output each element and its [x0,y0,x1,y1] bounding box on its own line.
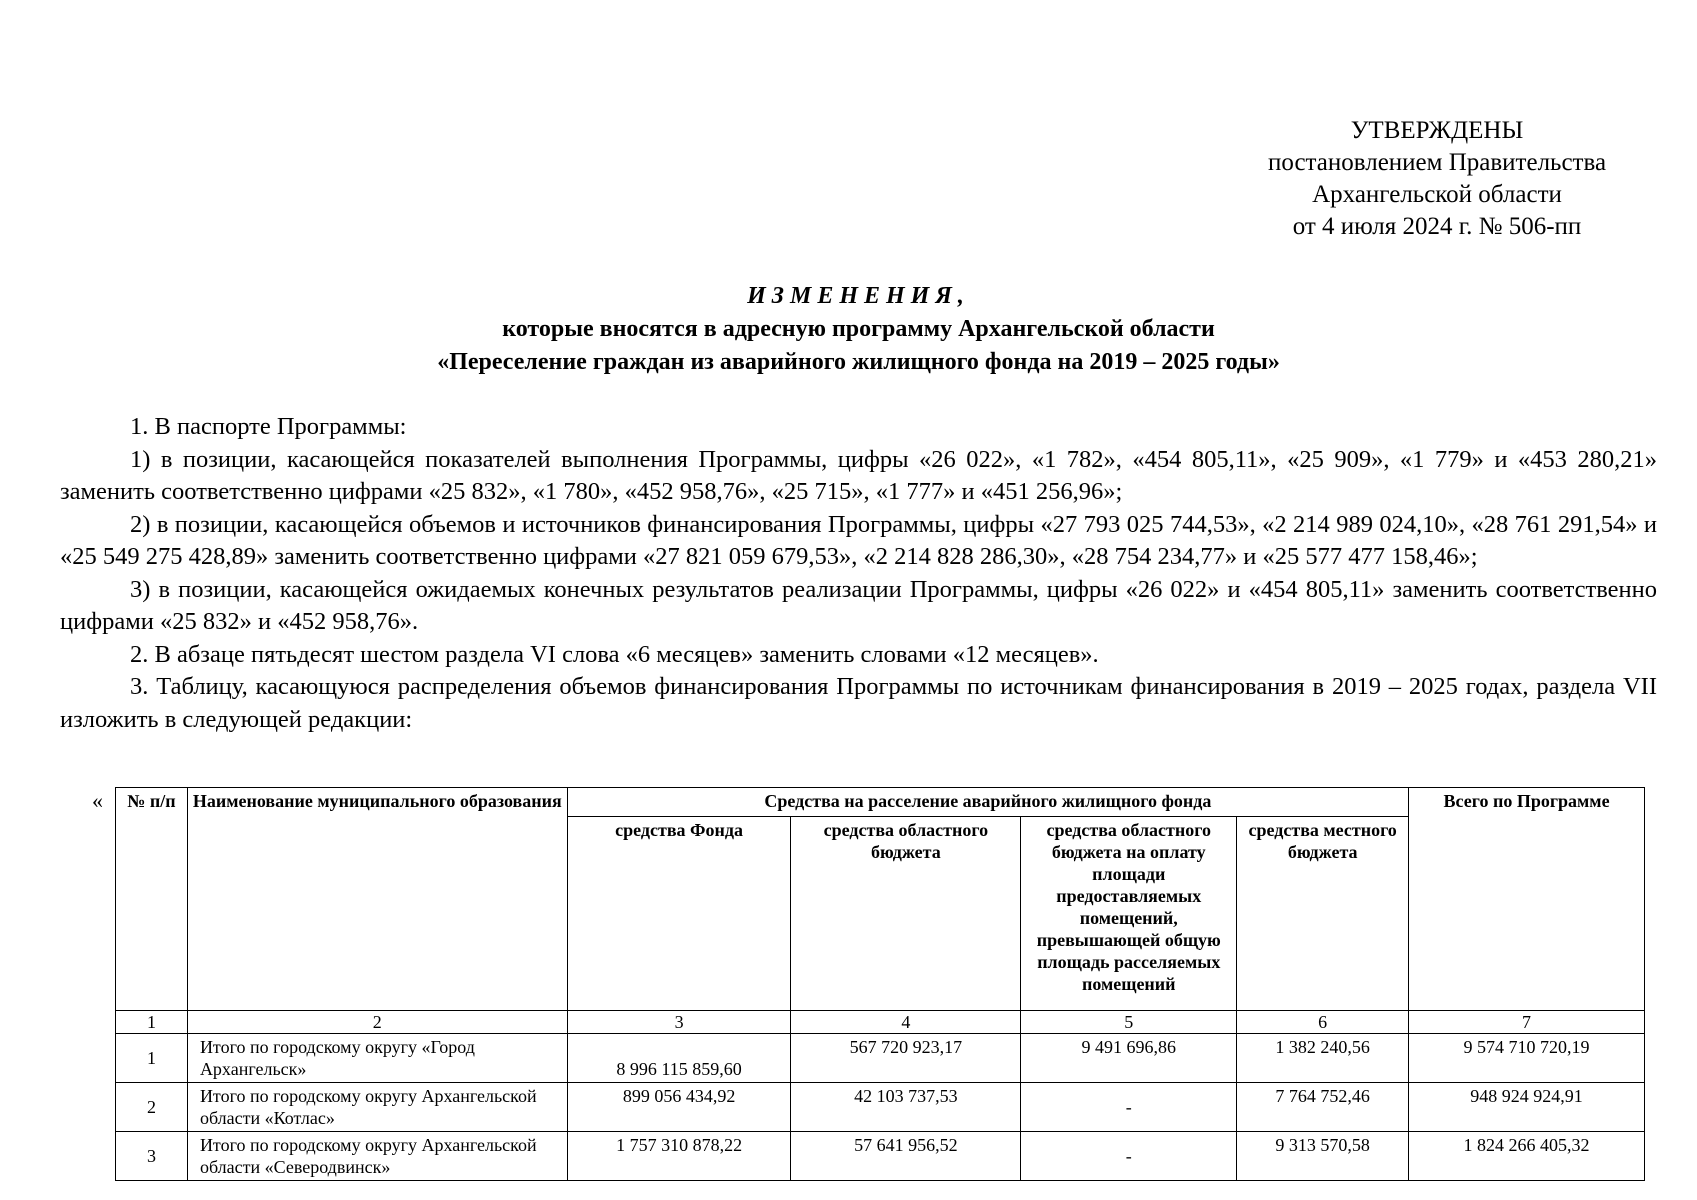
document-subtitle: которые вносятся в адресную программу Архангельской области [502,316,1215,342]
row-name: Итого по городскому округу Архангельской области «Северодвинск» [187,1132,567,1181]
row-regional-area: - [1021,1132,1237,1181]
row-regional-area: 9 491 696,86 [1021,1034,1237,1083]
row-total: 9 574 710 720,19 [1409,1034,1645,1083]
row-total: 948 924 924,91 [1409,1083,1645,1132]
paragraph: 3. Таблицу, касающуюся распределения объемов финансирования Программы по источникам финансирования в 2019 – 2025 годах, раздела VII изложить в следующей редакции: [60,673,1657,733]
column-number: 3 [567,1011,791,1034]
table-row [116,1132,1645,1181]
column-number: 4 [791,1011,1021,1034]
row-regional: 567 720 923,17 [791,1034,1021,1083]
approval-title: УТВЕРЖДЕНЫ [1350,117,1524,144]
approval-line: постановлением Правительства [1267,149,1607,176]
header-group: Средства на расселение аварийного жилищного фонда [567,788,1408,817]
document-heading [60,280,1657,379]
paragraph: 1) в позиции, касающейся показателей выполнения Программы, цифры «26 022», «1 782», «454 805,11», «25 909», «1 779» и «453 280,21» заменить соответственно цифрами «25 832», «1 780», «452 958,76», «25 715», «1 777» и «451 256,96»; [60,445,1657,505]
document-title: ИЗМЕНЕНИЯ, [747,283,970,309]
row-regional: 57 641 956,52 [791,1132,1021,1181]
row-fund: 1 757 310 878,22 [567,1132,791,1181]
column-number: 6 [1237,1011,1409,1034]
row-local: 9 313 570,58 [1237,1132,1409,1181]
column-number: 5 [1021,1011,1237,1034]
header-fund: средства Фонда [567,817,791,1011]
paragraph: 1. В паспорте Программы: [130,413,407,440]
row-name: Итого по городскому округу «Город Архангельск» [187,1034,567,1083]
row-name: Итого по городскому округу Архангельской области «Котлас» [187,1083,567,1132]
row-total: 1 824 266 405,32 [1409,1132,1645,1181]
row-local: 1 382 240,56 [1237,1034,1409,1083]
approval-date: от 4 июля 2024 г. № 506-пп [1292,213,1582,240]
row-num: 1 [116,1034,188,1083]
header-total: Всего по Программе [1409,788,1645,1011]
table-row [116,1034,1645,1083]
row-local: 7 764 752,46 [1237,1083,1409,1132]
row-fund: 8 996 115 859,60 [567,1034,791,1083]
header-name: Наименование муниципального образования [187,788,567,1011]
approval-block [1227,115,1647,243]
paragraph: 3) в позиции, касающейся ожидаемых конечных результатов реализации Программы, цифры «26 022» и «454 805,11» заменить соответственно цифрами «25 832» и «452 958,76». [60,575,1657,635]
document-subtitle: «Переселение граждан из аварийного жилищного фонда на 2019 – 2025 годы» [437,349,1280,375]
row-regional: 42 103 737,53 [791,1083,1021,1132]
paragraph: 2) в позиции, касающейся объемов и источников финансирования Программы, цифры «27 793 025 744,53», «2 214 989 024,10», «28 761 291,54» и «25 549 275 428,89» заменить соответственно цифрами «27 821 059 679,53», «2 214 828 286,30», «28 754 234,77» и «25 577 477 158,46»; [60,510,1657,570]
column-number: 1 [116,1011,188,1034]
paragraph: 2. В абзаце пятьдесят шестом раздела VI слова «6 месяцев» заменить словами «12 месяцев». [130,640,1099,668]
header-num: № п/п [116,788,188,1011]
header-regional: средства областного бюджета [791,817,1021,1011]
document-body [60,411,1657,736]
approval-line: Архангельской области [1312,181,1562,208]
row-num: 2 [116,1083,188,1132]
financing-table [115,787,1645,1181]
column-number: 7 [1409,1011,1645,1034]
table-row [116,1083,1645,1132]
table-header-row [116,788,1645,817]
row-num: 3 [116,1132,188,1181]
column-number: 2 [187,1011,567,1034]
header-local: средства местного бюджета [1237,817,1409,1011]
opening-quote: « [92,788,103,813]
row-fund: 899 056 434,92 [567,1083,791,1132]
row-regional-area: - [1021,1083,1237,1132]
column-number-row [116,1011,1645,1034]
header-regional-area: средства областного бюджета на оплату площади предоставляемых помещений, превышающей общую площадь расселяемых помещений [1021,817,1237,1011]
